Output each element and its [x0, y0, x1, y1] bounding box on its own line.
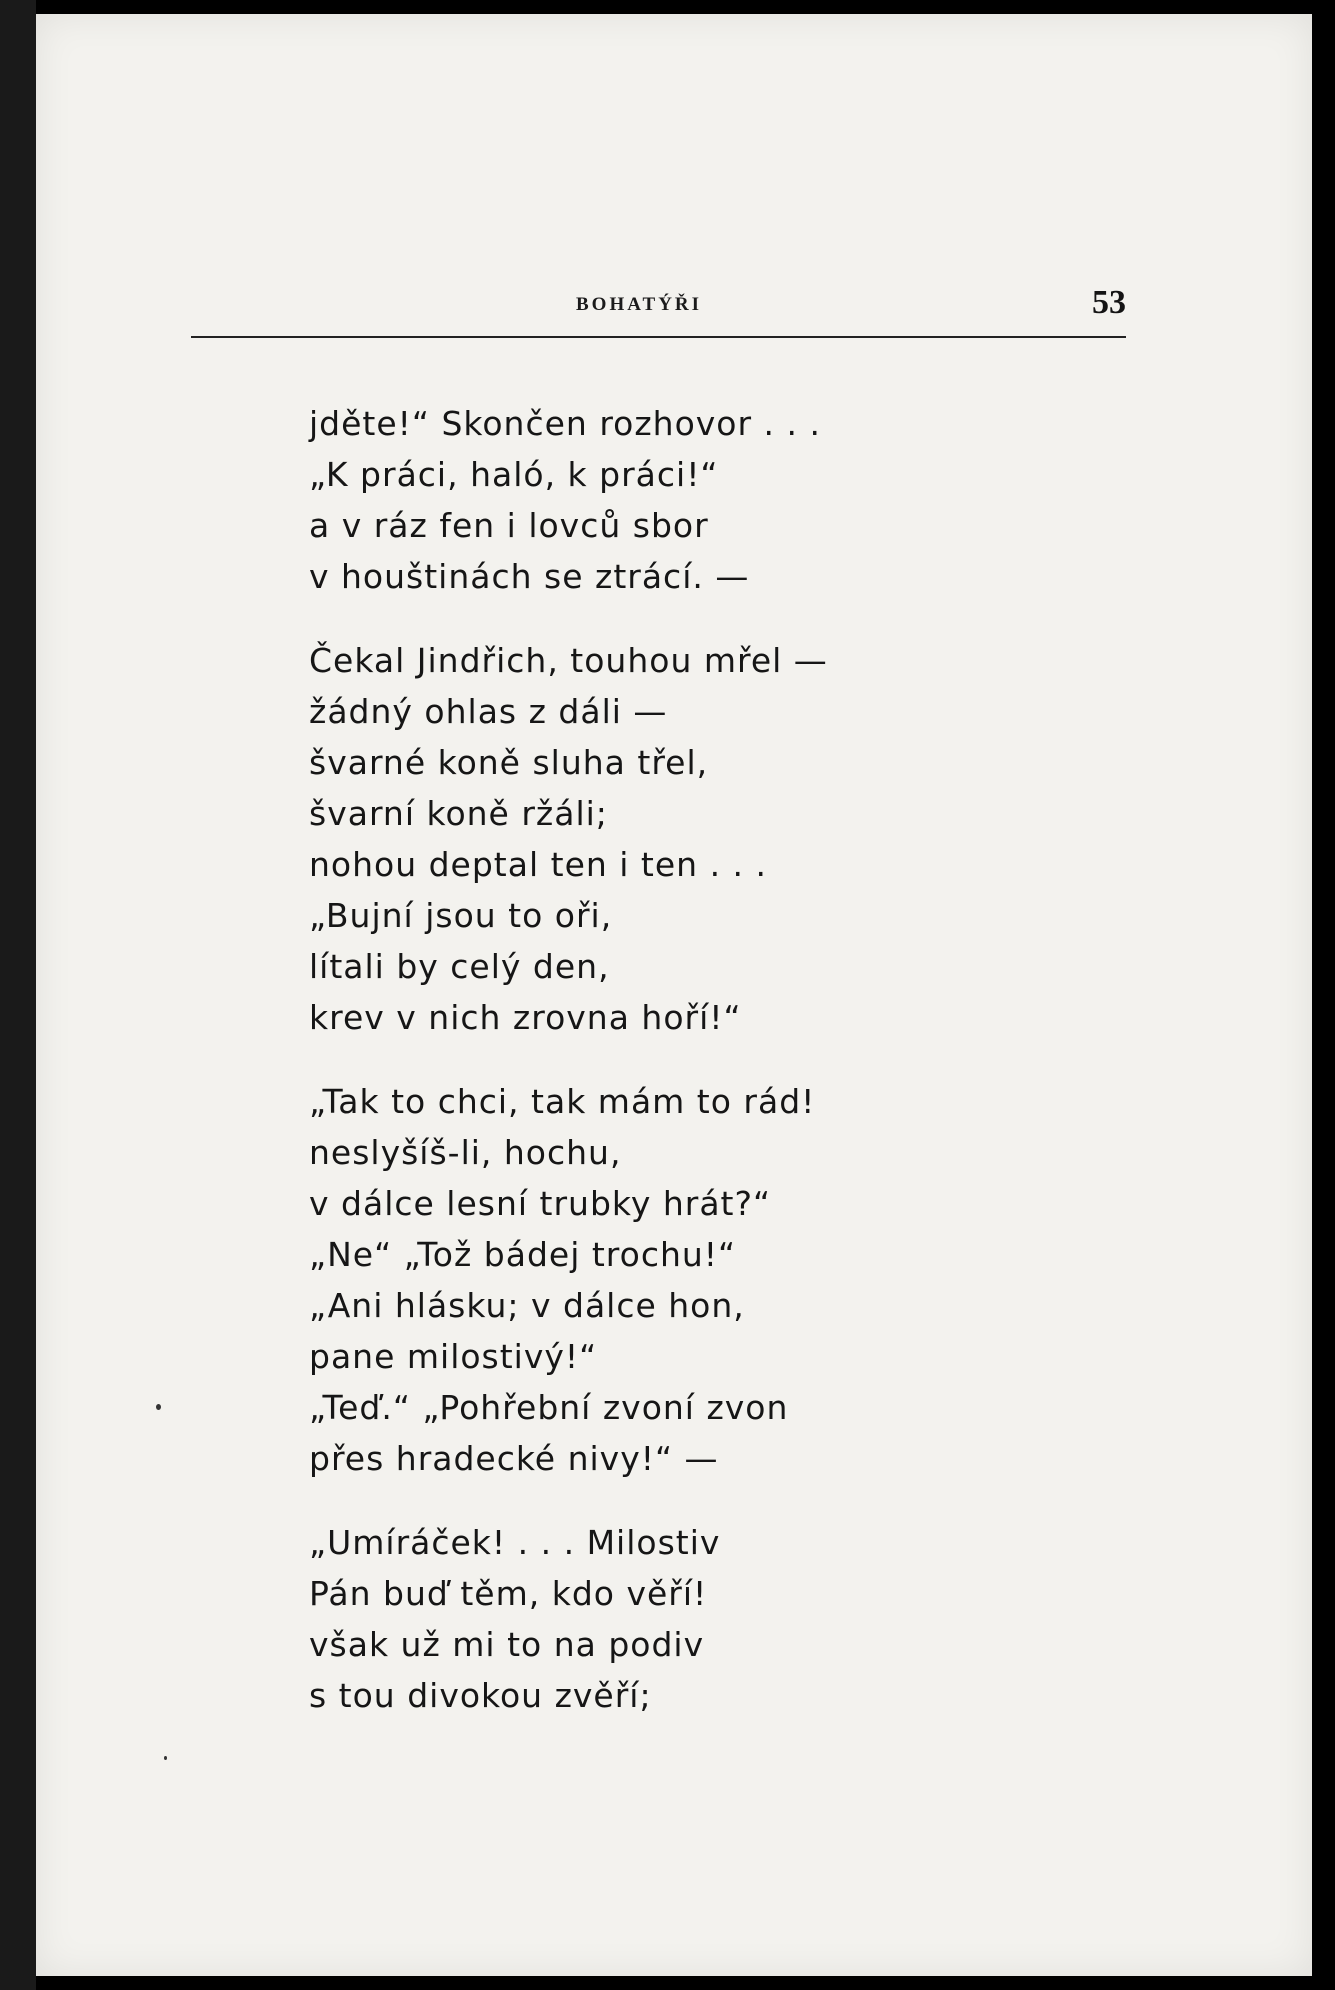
poem-body	[309, 398, 1009, 1754]
verse-line: „Ne“ „Tož bádej trochu!“	[309, 1235, 737, 1274]
verse-line: Čekal Jindřich, touhou mřel —	[309, 641, 828, 680]
page-number: 53	[1092, 284, 1126, 321]
verse-line: a v ráz fen i lovců sbor	[309, 506, 709, 545]
verse-line: „Ani hlásku; v dálce hon,	[309, 1286, 745, 1325]
verse-line: však už mi to na podiv	[309, 1625, 705, 1664]
ink-speck	[164, 1756, 167, 1760]
verse-line: „K práci, haló, k práci!“	[309, 455, 719, 494]
page-header	[191, 284, 1126, 338]
stanza-4	[309, 1517, 1009, 1721]
verse-line: krev v nich zrovna hoří!“	[309, 998, 742, 1037]
verse-line: neslyšíš-li, hochu,	[309, 1133, 622, 1172]
running-title: BOHATÝŘI	[576, 294, 703, 315]
verse-line: švarní koně ržáli;	[309, 794, 608, 833]
scan-left-edge	[0, 0, 36, 1990]
verse-line: s tou divokou zvěří;	[309, 1676, 652, 1715]
verse-line: jděte!“ Skončen rozhovor . . .	[309, 404, 821, 443]
ink-speck	[156, 1404, 161, 1410]
verse-line: nohou deptal ten i ten . . .	[309, 845, 768, 884]
verse-line: „Tak to chci, tak mám to rád!	[309, 1082, 816, 1121]
verse-line: „Umíráček! . . . Milostiv	[309, 1523, 721, 1562]
verse-line: v houštinách se ztrácí. —	[309, 557, 750, 596]
verse-line: v dálce lesní trubky hrát?“	[309, 1184, 772, 1223]
stanza-1	[309, 398, 1009, 602]
verse-line: žádný ohlas z dáli —	[309, 692, 668, 731]
verse-line: „Bujní jsou to oři,	[309, 896, 613, 935]
verse-line: „Teď.“ „Pohřební zvoní zvon	[309, 1388, 789, 1427]
verse-line: přes hradecké nivy!“ —	[309, 1439, 719, 1478]
verse-line: lítali by celý den,	[309, 947, 610, 986]
stanza-2	[309, 635, 1009, 1043]
verse-line: pane milostivý!“	[309, 1337, 598, 1376]
verse-line: Pán buď těm, kdo věří!	[309, 1574, 708, 1613]
verse-line: švarné koně sluha třel,	[309, 743, 709, 782]
stanza-3	[309, 1076, 1009, 1484]
